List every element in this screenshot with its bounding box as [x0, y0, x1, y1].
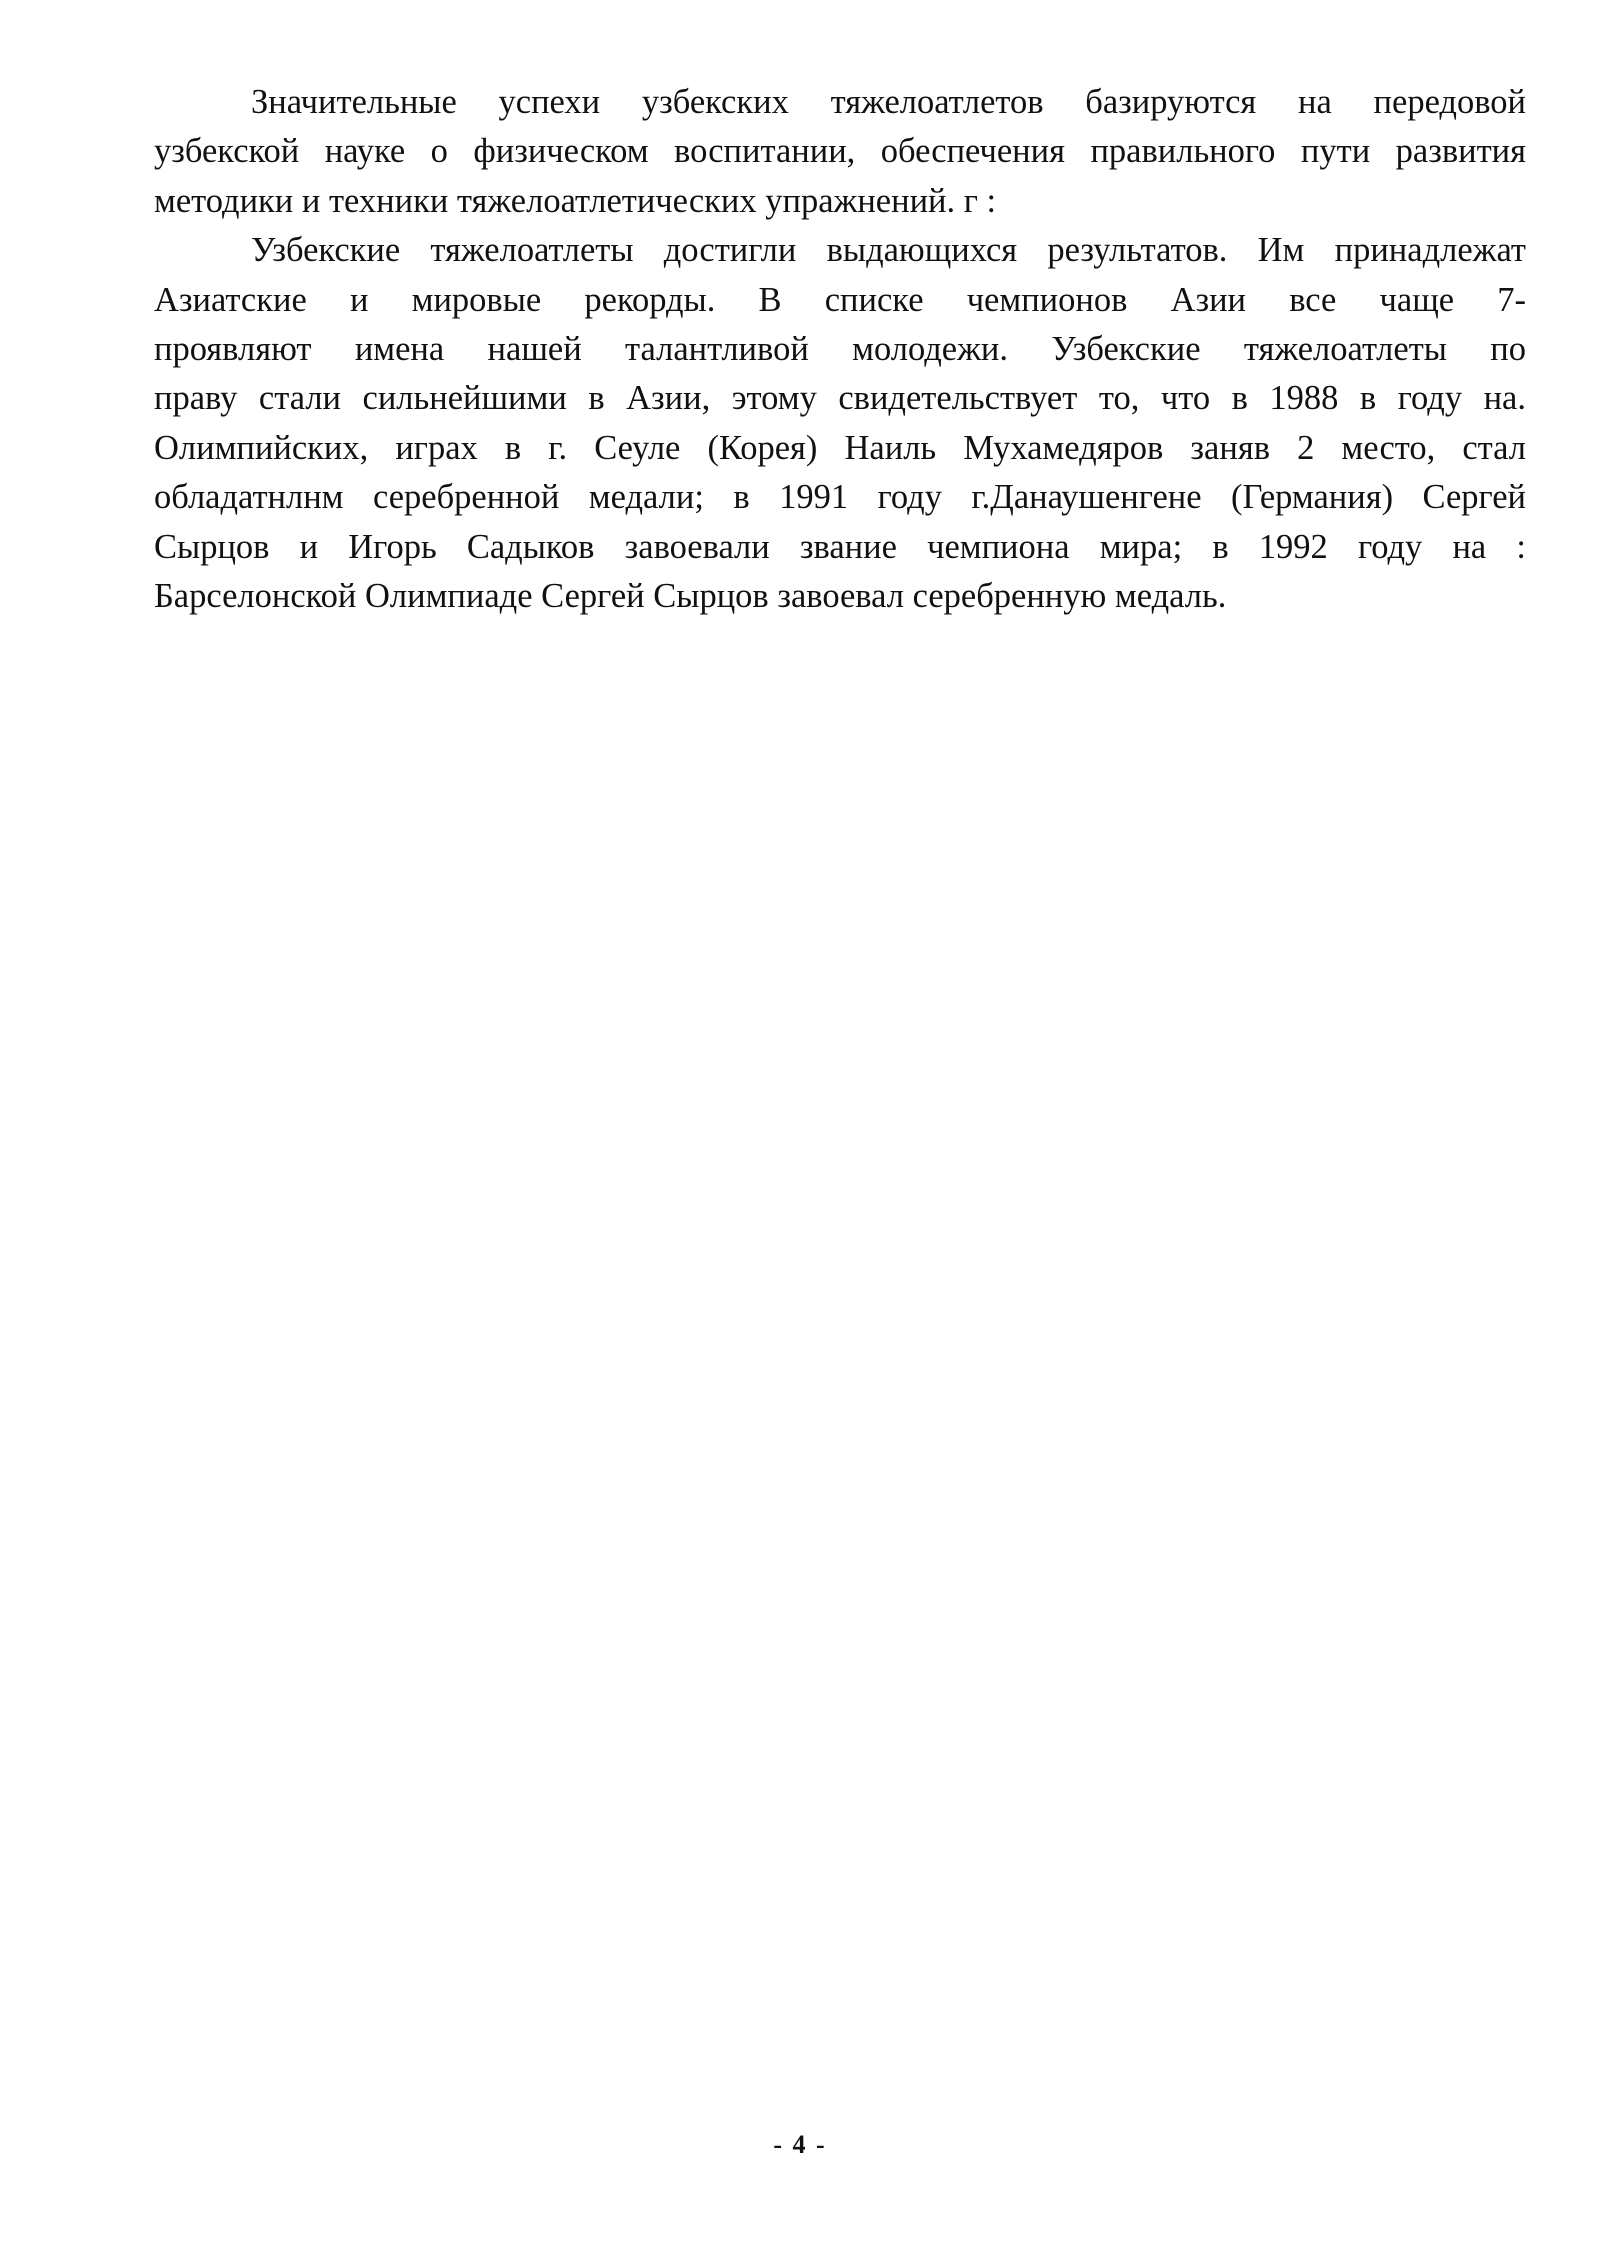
- paragraph-1: [154, 78, 1526, 226]
- body-text: [154, 78, 1526, 621]
- page-number: - 4 -: [773, 2130, 827, 2159]
- paragraph-2: [154, 226, 1526, 621]
- paragraph-line: Узбекские тяжелоатлеты достигли выдающихся результатов. Им принадлежат: [251, 231, 1526, 270]
- paragraph-line: Сырцов и Игорь Садыков завоевали звание чемпиона мира; в 1992 году на :: [154, 527, 1526, 566]
- paragraph-line: Значительные успехи узбекских тяжелоатлетов базируются на передовой: [251, 83, 1526, 121]
- paragraph-line: праву стали сильнейшими в Азии, этому свидетельствует то, что в 1988 в году на.: [154, 379, 1526, 418]
- paragraph-line: Азиатские и мировые рекорды. В списке чемпионов Азии все чаще 7-: [154, 280, 1526, 319]
- paragraph-line: проявляют имена нашей талантливой молодежи. Узбекские тяжелоатлеты по: [154, 330, 1526, 369]
- paragraph-line: методики и техники тяжелоатлетических упражнений. г :: [154, 181, 997, 220]
- paragraph-line: Олимпийских, играх в г. Сеуле (Корея) Наиль Мухамедяров заняв 2 место, стал: [154, 428, 1526, 467]
- paragraph-line: узбекской науке о физическом воспитании, обеспечения правильного пути развития: [154, 132, 1526, 171]
- paragraph-line: Барселонской Олимпиаде Сергей Сырцов завоевал серебренную медаль.: [154, 577, 1227, 616]
- paragraph-line: обладатнлнм серебренной медали; в 1991 году г.Данаушенгене (Германия) Сергей: [154, 478, 1526, 517]
